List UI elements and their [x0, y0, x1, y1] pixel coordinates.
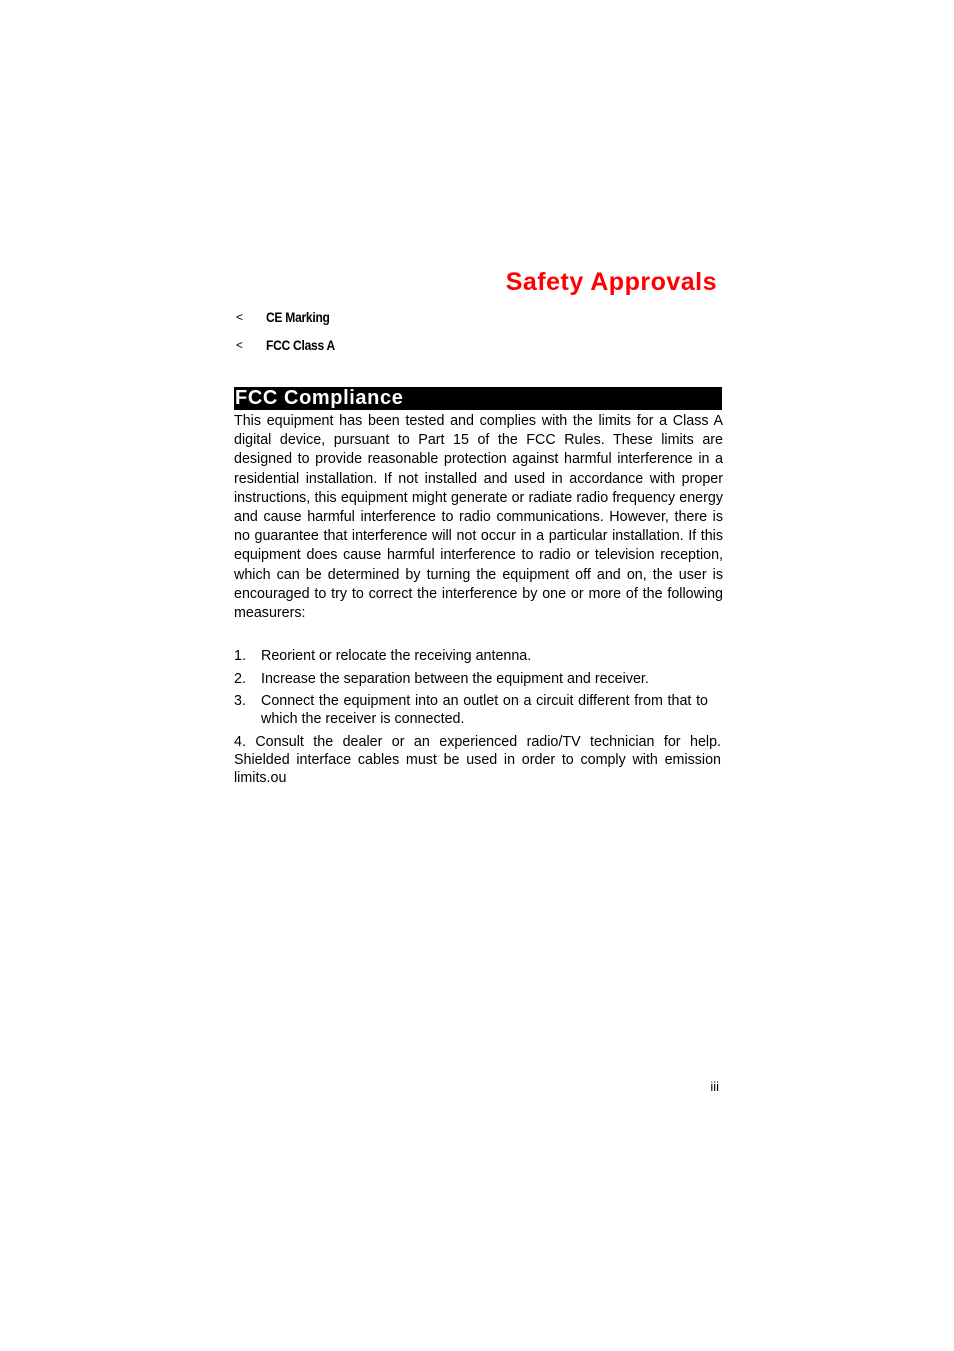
fcc-paragraph: This equipment has been tested and complies with the limits for a Class A digital device, pursuant to Part 15 of the FCC Rules. These limits are designed to provide reasonable protection against harmful interference in a residential installation. If not installed and used in accordance with proper instructions, this equipment might generate or radiate radio frequency energy and cause harmful interference to radio communications. However, there is no guarantee that interference will not occur in a particular installation. If this equipment does cause harmful interference to radio or television reception, which can be determined by turning the equipment off and on, the user is encouraged to try to correct the interference by one or more of the following measurers:	[234, 413, 723, 622]
list-item	[234, 670, 723, 688]
approval-label: FCC Class A	[266, 337, 335, 353]
list-text: Reorient or relocate the receiving antenna.	[261, 648, 532, 664]
list-item	[234, 647, 723, 665]
bullet-marker: <	[236, 338, 244, 352]
approval-label: CE Marking	[266, 309, 330, 325]
page-title: Safety Approvals	[505, 268, 717, 296]
list-number: 3.	[234, 693, 246, 709]
list-number: 2.	[234, 671, 246, 687]
list-text: Increase the separation between the equipment and receiver.	[261, 671, 649, 687]
list-text: Connect the equipment into an outlet on a circuit different from that to which the receiver is connected.	[261, 693, 708, 727]
approval-item-fcc-class-a	[236, 336, 346, 354]
section-heading-fcc-compliance: FCC Compliance	[234, 387, 722, 410]
bullet-marker: <	[236, 310, 244, 324]
approval-item-ce-marking	[236, 308, 340, 326]
closing-paragraph: 4. Consult the dealer or an experienced radio/TV technician for help. Shielded interface cables must be used in order to comply with emission limits.ou	[234, 734, 721, 786]
list-item	[234, 692, 708, 728]
page-number: iii	[710, 1079, 719, 1094]
list-number: 1.	[234, 648, 246, 664]
